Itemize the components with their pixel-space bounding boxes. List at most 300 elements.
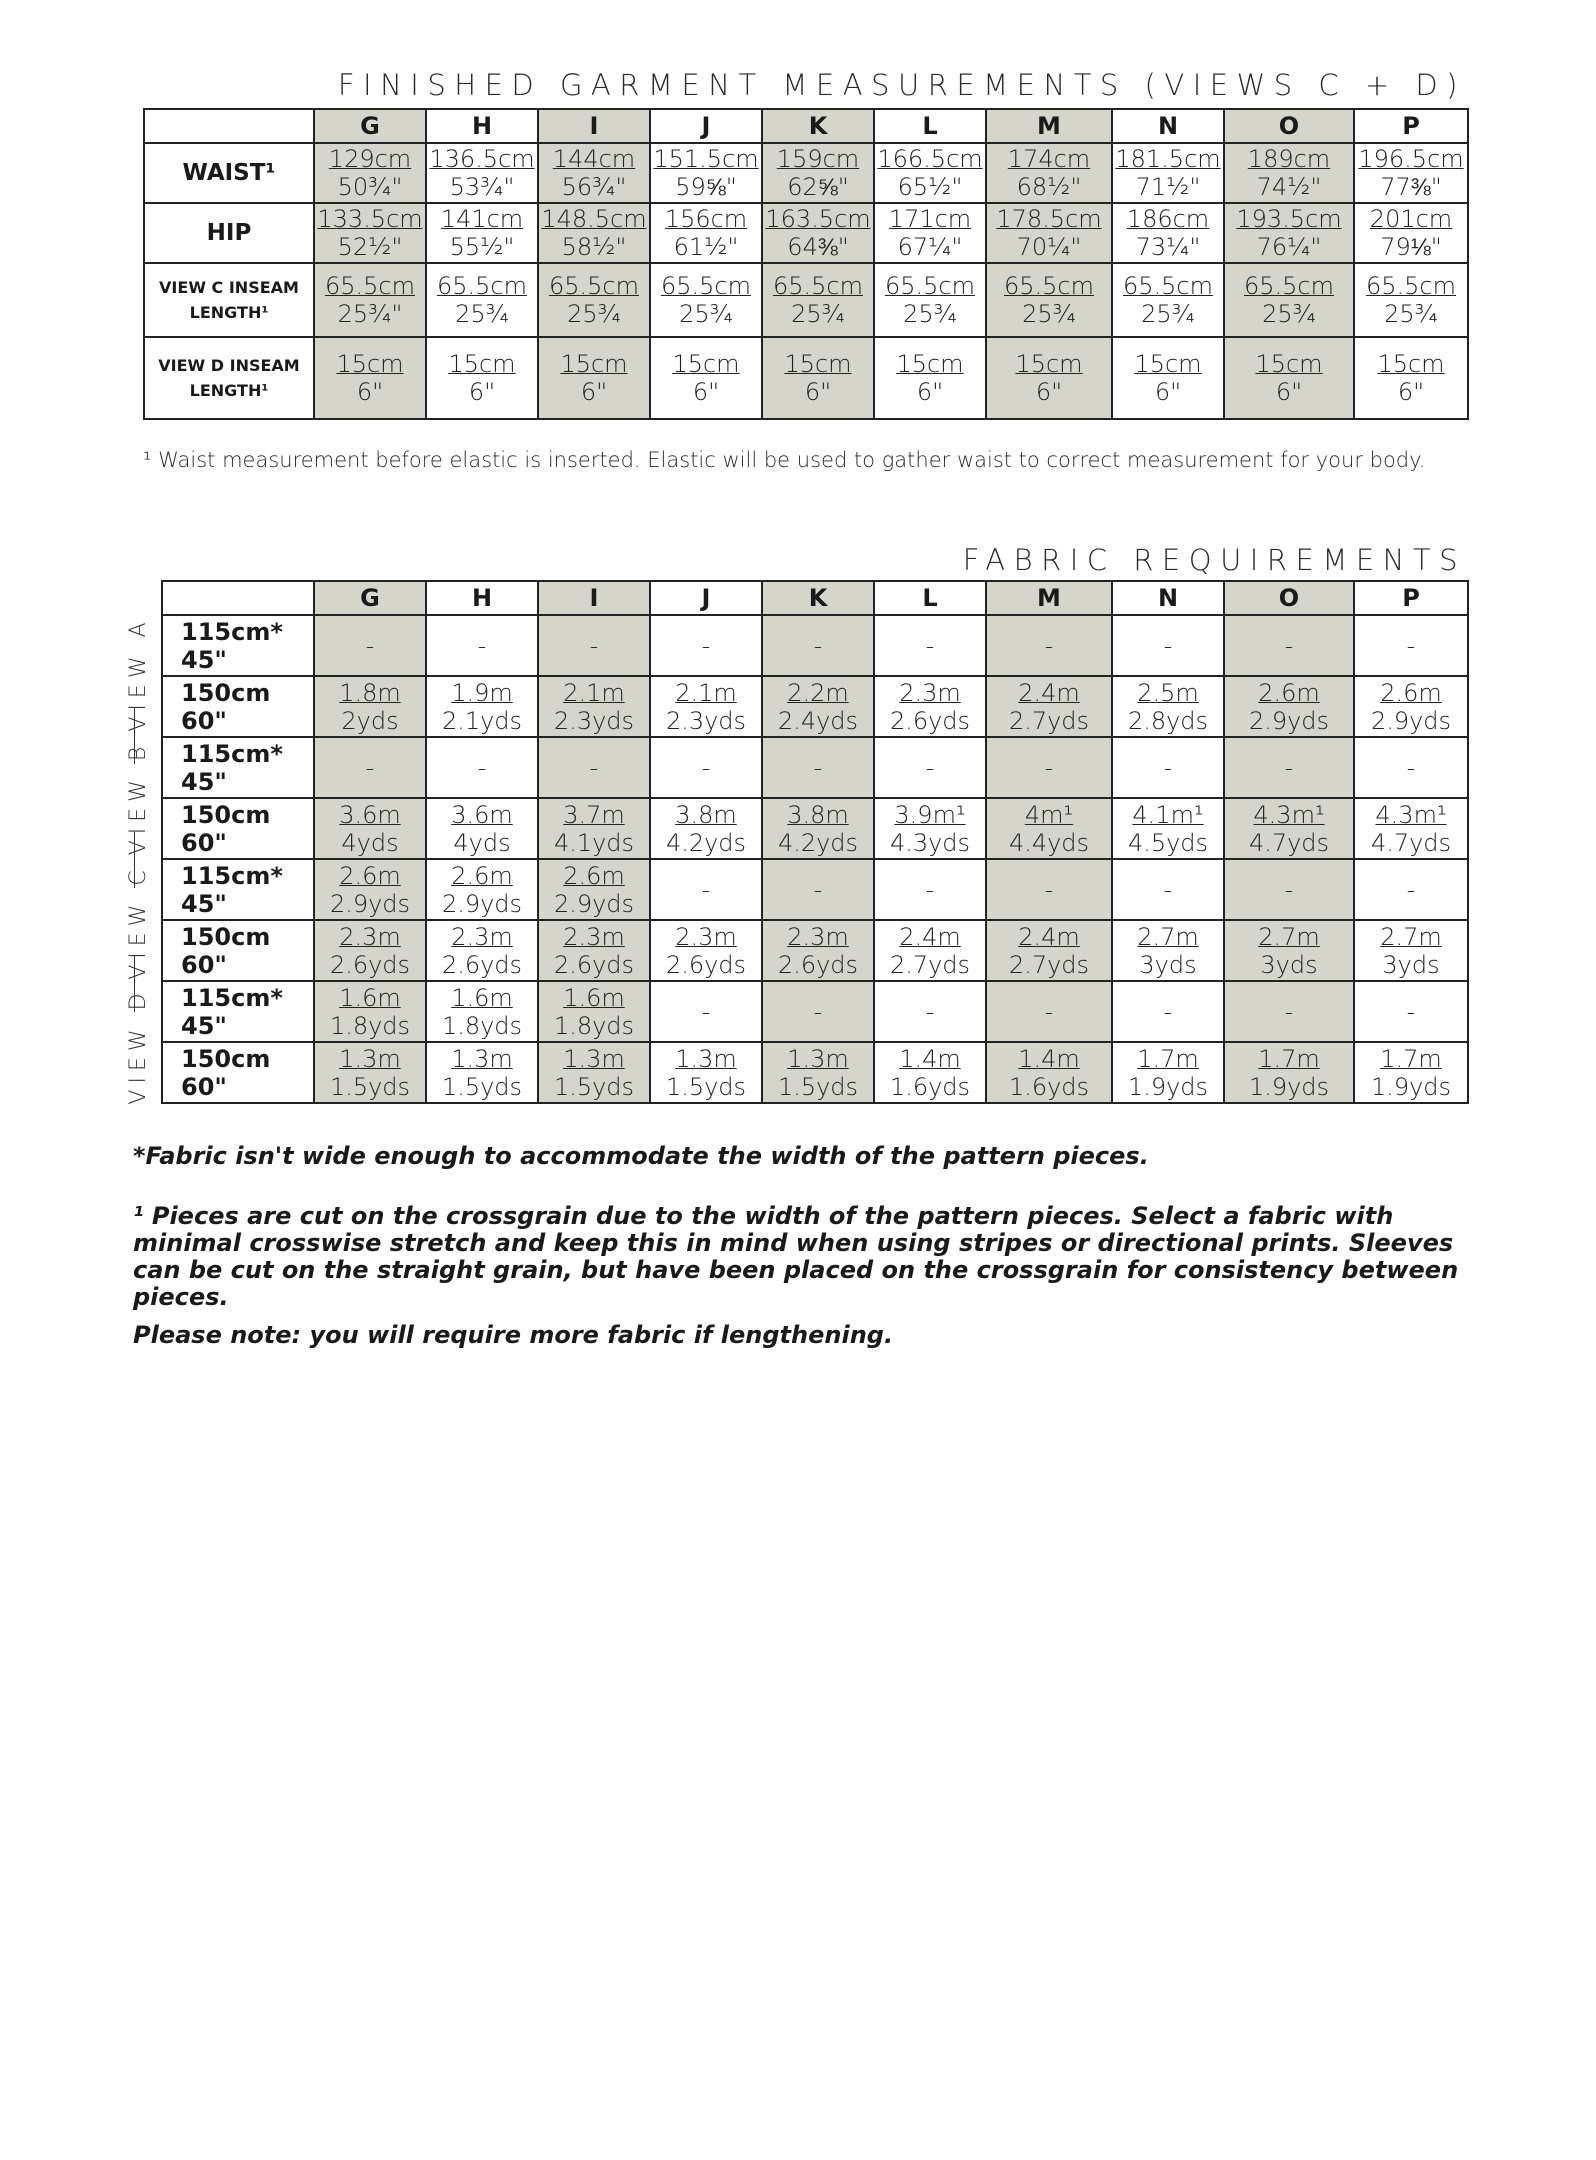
imperial-value: 4.4yds xyxy=(1008,828,1090,857)
imperial-value: 67¼" xyxy=(897,233,963,261)
metric-value: - xyxy=(477,631,487,660)
width-metric: 150cm xyxy=(181,1044,271,1073)
imperial-value: 2.8yds xyxy=(1127,706,1209,735)
imperial-value: 4.3yds xyxy=(889,828,971,857)
metric-value: - xyxy=(1284,753,1294,782)
metric-value: 65.5cm xyxy=(884,272,975,300)
imperial-value: 6" xyxy=(1154,378,1182,406)
metric-value: 15cm xyxy=(1134,350,1202,378)
value-cell xyxy=(874,1042,986,1103)
width-metric: 115cm* xyxy=(181,617,283,646)
value-cell xyxy=(314,859,426,920)
value-cell xyxy=(538,737,650,798)
size-header-o: O xyxy=(1224,109,1354,143)
metric-value: 1.9m xyxy=(451,678,513,707)
metric-value: 178.5cm xyxy=(996,205,1102,233)
imperial-value: 73¼" xyxy=(1135,233,1201,261)
value-cell xyxy=(1224,203,1354,263)
value-cell xyxy=(874,676,986,737)
metric-value: - xyxy=(1044,631,1054,660)
metric-value: 15cm xyxy=(784,350,852,378)
metric-value: 1.3m xyxy=(787,1044,849,1073)
metric-value: - xyxy=(1163,753,1173,782)
value-cell xyxy=(762,981,874,1042)
value-cell xyxy=(762,737,874,798)
metric-value: 166.5cm xyxy=(877,145,983,173)
value-cell xyxy=(874,920,986,981)
value-cell xyxy=(1354,203,1468,263)
imperial-value: 1.5yds xyxy=(553,1072,635,1101)
metric-value: - xyxy=(1044,753,1054,782)
metric-value: 1.3m xyxy=(675,1044,737,1073)
metric-value: 15cm xyxy=(448,350,516,378)
value-cell xyxy=(762,920,874,981)
value-cell xyxy=(762,859,874,920)
metric-value: - xyxy=(589,753,599,782)
value-cell xyxy=(314,920,426,981)
value-cell xyxy=(986,263,1112,337)
imperial-value: 77⅜" xyxy=(1380,173,1442,201)
imperial-value: 6" xyxy=(804,378,832,406)
width-imperial: 45" xyxy=(181,645,227,674)
metric-value: 65.5cm xyxy=(436,272,527,300)
value-cell xyxy=(426,1042,538,1103)
metric-value: 159cm xyxy=(776,145,860,173)
crossgrain-note: ¹ Pieces are cut on the crossgrain due to the width of the pattern pieces. Select a fabric with minimal crosswise stretch and keep this in mind when using stripes or directional prints. Sleeves can be cut on the straight grain, but have been placed on the crossgrain for consistency between pieces. xyxy=(133,1202,1459,1311)
metric-value: 2.3m xyxy=(563,922,625,951)
value-cell xyxy=(1224,920,1354,981)
value-cell xyxy=(1112,798,1224,859)
value-cell xyxy=(874,337,986,419)
metric-value: - xyxy=(701,753,711,782)
imperial-value: 65½" xyxy=(897,173,963,201)
value-cell xyxy=(762,203,874,263)
imperial-value: 25¾ xyxy=(1022,300,1076,328)
imperial-value: 74½" xyxy=(1256,173,1322,201)
value-cell xyxy=(538,1042,650,1103)
metric-value: - xyxy=(925,997,935,1026)
metric-value: 65.5cm xyxy=(660,272,751,300)
imperial-value: 25¾ xyxy=(791,300,845,328)
value-cell xyxy=(426,203,538,263)
metric-value: 1.4m xyxy=(899,1044,961,1073)
size-header-l: L xyxy=(874,109,986,143)
metric-value: 2.6m xyxy=(451,861,513,890)
value-cell xyxy=(874,737,986,798)
metric-value: 2.3m xyxy=(899,678,961,707)
imperial-value: 68½" xyxy=(1016,173,1082,201)
view-label: VIEW B xyxy=(126,740,151,856)
measurements-footnote: ¹ Waist measurement before elastic is inserted. Elastic will be used to gather waist to correct measurement for your body. xyxy=(143,448,1426,472)
value-cell xyxy=(874,615,986,676)
value-cell xyxy=(986,859,1112,920)
value-cell xyxy=(1224,737,1354,798)
imperial-value: 1.9yds xyxy=(1127,1072,1209,1101)
imperial-value: 2yds xyxy=(341,706,399,735)
metric-value: 3.6m xyxy=(451,800,513,829)
value-cell xyxy=(538,615,650,676)
value-cell xyxy=(538,337,650,419)
measurements-table xyxy=(143,108,1469,420)
value-cell xyxy=(1354,1042,1468,1103)
metric-value: 65.5cm xyxy=(1122,272,1213,300)
metric-value: 136.5cm xyxy=(429,145,535,173)
metric-value: - xyxy=(925,631,935,660)
imperial-value: 6" xyxy=(1275,378,1303,406)
size-header-m: M xyxy=(986,109,1112,143)
metric-value: 2.6m xyxy=(1380,678,1442,707)
imperial-value: 1.6yds xyxy=(889,1072,971,1101)
imperial-value: 2.6yds xyxy=(889,706,971,735)
value-cell xyxy=(314,615,426,676)
value-cell xyxy=(762,263,874,337)
fabric-row xyxy=(162,615,1468,676)
imperial-value: 6" xyxy=(916,378,944,406)
metric-value: - xyxy=(1163,631,1173,660)
imperial-value: 2.9yds xyxy=(441,889,523,918)
value-cell xyxy=(762,615,874,676)
value-cell xyxy=(650,615,762,676)
value-cell xyxy=(1112,203,1224,263)
metric-value: - xyxy=(1163,875,1173,904)
imperial-value: 1.9yds xyxy=(1248,1072,1330,1101)
metric-value: 65.5cm xyxy=(324,272,415,300)
imperial-value: 2.4yds xyxy=(777,706,859,735)
view-label: VIEW D xyxy=(126,987,151,1105)
imperial-value: 25¾" xyxy=(337,300,403,328)
value-cell xyxy=(1224,798,1354,859)
metric-value: 15cm xyxy=(336,350,404,378)
value-cell xyxy=(874,798,986,859)
value-cell xyxy=(1224,1042,1354,1103)
width-imperial: 60" xyxy=(181,706,227,735)
width-metric: 150cm xyxy=(181,678,271,707)
view-separator xyxy=(134,708,135,764)
value-cell xyxy=(650,798,762,859)
metric-value: - xyxy=(365,631,375,660)
imperial-value: 4.1yds xyxy=(553,828,635,857)
fabric-row xyxy=(162,676,1468,737)
size-header-i: I xyxy=(538,581,650,615)
metric-value: 15cm xyxy=(896,350,964,378)
imperial-value: 2.7yds xyxy=(889,950,971,979)
imperial-value: 6" xyxy=(1397,378,1425,406)
value-cell xyxy=(762,676,874,737)
value-cell xyxy=(1354,859,1468,920)
fabric-row xyxy=(162,798,1468,859)
value-cell xyxy=(874,981,986,1042)
value-cell xyxy=(650,337,762,419)
size-header-o: O xyxy=(1224,581,1354,615)
imperial-value: 25¾ xyxy=(1141,300,1195,328)
imperial-value: 62⅝" xyxy=(787,173,849,201)
metric-value: - xyxy=(477,753,487,782)
metric-value: 163.5cm xyxy=(765,205,871,233)
imperial-value: 1.9yds xyxy=(1370,1072,1452,1101)
imperial-value: 4.7yds xyxy=(1248,828,1330,857)
metric-value: 1.8m xyxy=(339,678,401,707)
value-cell xyxy=(1354,798,1468,859)
value-cell xyxy=(1354,920,1468,981)
imperial-value: 6" xyxy=(1035,378,1063,406)
value-cell xyxy=(1112,859,1224,920)
value-cell xyxy=(986,615,1112,676)
imperial-value: 76¼" xyxy=(1256,233,1322,261)
metric-value: 65.5cm xyxy=(1365,272,1456,300)
value-cell xyxy=(1112,920,1224,981)
fabric-size-header xyxy=(162,581,1468,615)
measurement-row xyxy=(144,263,1468,337)
metric-value: 2.2m xyxy=(787,678,849,707)
fabric-width-label xyxy=(162,1042,314,1103)
metric-value: 174cm xyxy=(1007,145,1091,173)
value-cell xyxy=(314,676,426,737)
imperial-value: 25¾ xyxy=(1262,300,1316,328)
metric-value: - xyxy=(813,997,823,1026)
metric-value: - xyxy=(1406,997,1416,1026)
lengthening-note: Please note: you will require more fabric if lengthening. xyxy=(133,1321,894,1349)
metric-value: - xyxy=(1044,997,1054,1026)
metric-value: - xyxy=(925,875,935,904)
size-header-j: J xyxy=(650,581,762,615)
value-cell xyxy=(762,1042,874,1103)
imperial-value: 4.2yds xyxy=(665,828,747,857)
value-cell xyxy=(650,263,762,337)
measurement-label: WAIST¹ xyxy=(144,143,314,203)
value-cell xyxy=(426,676,538,737)
imperial-value: 55½" xyxy=(449,233,515,261)
metric-value: 156cm xyxy=(664,205,748,233)
value-cell xyxy=(650,1042,762,1103)
imperial-value: 4.5yds xyxy=(1127,828,1209,857)
metric-value: 1.3m xyxy=(451,1044,513,1073)
value-cell xyxy=(986,337,1112,419)
imperial-value: 3yds xyxy=(1382,950,1440,979)
value-cell xyxy=(314,737,426,798)
value-cell xyxy=(986,737,1112,798)
imperial-value: 2.6yds xyxy=(665,950,747,979)
metric-value: 2.1m xyxy=(563,678,625,707)
imperial-value: 6" xyxy=(580,378,608,406)
imperial-value: 2.6yds xyxy=(329,950,411,979)
metric-value: 2.3m xyxy=(675,922,737,951)
value-cell xyxy=(650,981,762,1042)
value-cell xyxy=(1354,263,1468,337)
value-cell xyxy=(1112,1042,1224,1103)
width-imperial: 45" xyxy=(181,889,227,918)
width-imperial: 60" xyxy=(181,1072,227,1101)
value-cell xyxy=(650,737,762,798)
metric-value: - xyxy=(1406,753,1416,782)
value-cell xyxy=(1224,615,1354,676)
size-header-n: N xyxy=(1112,581,1224,615)
metric-value: 2.4m xyxy=(1018,922,1080,951)
metric-value: 2.3m xyxy=(451,922,513,951)
metric-value: 3.7m xyxy=(563,800,625,829)
metric-value: 181.5cm xyxy=(1115,145,1221,173)
value-cell xyxy=(538,798,650,859)
value-cell xyxy=(1112,143,1224,203)
width-metric: 115cm* xyxy=(181,983,283,1012)
size-header-n: N xyxy=(1112,109,1224,143)
imperial-value: 4.7yds xyxy=(1370,828,1452,857)
value-cell xyxy=(538,920,650,981)
view-label: VIEW C xyxy=(126,864,151,980)
metric-value: 144cm xyxy=(552,145,636,173)
value-cell xyxy=(874,203,986,263)
metric-value: - xyxy=(1406,875,1416,904)
imperial-value: 59⅝" xyxy=(675,173,737,201)
imperial-value: 1.8yds xyxy=(441,1011,523,1040)
value-cell xyxy=(650,676,762,737)
fabric-width-label xyxy=(162,859,314,920)
fabric-width-label xyxy=(162,798,314,859)
imperial-value: 2.7yds xyxy=(1008,706,1090,735)
value-cell xyxy=(426,143,538,203)
metric-value: 186cm xyxy=(1126,205,1210,233)
metric-value: - xyxy=(813,753,823,782)
measurements-size-header xyxy=(144,109,1468,143)
metric-value: 15cm xyxy=(560,350,628,378)
metric-value: 201cm xyxy=(1369,205,1453,233)
fabric-row xyxy=(162,737,1468,798)
value-cell xyxy=(1224,981,1354,1042)
fabric-table xyxy=(161,580,1469,1104)
metric-value: 2.4m xyxy=(1018,678,1080,707)
imperial-value: 58½" xyxy=(561,233,627,261)
value-cell xyxy=(874,143,986,203)
imperial-value: 1.8yds xyxy=(329,1011,411,1040)
metric-value: - xyxy=(1406,631,1416,660)
size-header-l: L xyxy=(874,581,986,615)
value-cell xyxy=(538,143,650,203)
imperial-value: 2.3yds xyxy=(665,706,747,735)
value-cell xyxy=(762,143,874,203)
imperial-value: 2.9yds xyxy=(553,889,635,918)
metric-value: 2.6m xyxy=(339,861,401,890)
metric-value: 2.6m xyxy=(1258,678,1320,707)
value-cell xyxy=(762,798,874,859)
size-header-p: P xyxy=(1354,581,1468,615)
value-cell xyxy=(986,981,1112,1042)
metric-value: 171cm xyxy=(888,205,972,233)
metric-value: 1.7m xyxy=(1258,1044,1320,1073)
imperial-value: 4yds xyxy=(453,828,511,857)
imperial-value: 6" xyxy=(356,378,384,406)
value-cell xyxy=(426,920,538,981)
size-header-g: G xyxy=(314,581,426,615)
value-cell xyxy=(1354,676,1468,737)
imperial-value: 2.3yds xyxy=(553,706,635,735)
value-cell xyxy=(1354,143,1468,203)
width-imperial: 60" xyxy=(181,828,227,857)
value-cell xyxy=(762,337,874,419)
fabric-row xyxy=(162,920,1468,981)
measurements-title: FINISHED GARMENT MEASUREMENTS (VIEWS C + D) xyxy=(337,68,1466,102)
metric-value: 1.6m xyxy=(451,983,513,1012)
value-cell xyxy=(1224,143,1354,203)
metric-value: 189cm xyxy=(1247,145,1331,173)
value-cell xyxy=(426,859,538,920)
imperial-value: 4.2yds xyxy=(777,828,859,857)
metric-value: - xyxy=(701,875,711,904)
metric-value: 4.1m¹ xyxy=(1132,800,1204,829)
metric-value: 3.6m xyxy=(339,800,401,829)
metric-value: 1.7m xyxy=(1137,1044,1199,1073)
size-header-k: K xyxy=(762,109,874,143)
imperial-value: 53¾" xyxy=(449,173,515,201)
value-cell xyxy=(426,981,538,1042)
size-header-h: H xyxy=(426,581,538,615)
value-cell xyxy=(1224,859,1354,920)
value-cell xyxy=(986,676,1112,737)
metric-value: - xyxy=(701,997,711,1026)
metric-value: - xyxy=(1163,997,1173,1026)
value-cell xyxy=(538,981,650,1042)
value-cell xyxy=(1354,737,1468,798)
view-separator xyxy=(134,956,135,1012)
metric-value: 4.3m¹ xyxy=(1375,800,1447,829)
metric-value: 2.4m xyxy=(899,922,961,951)
value-cell xyxy=(314,203,426,263)
value-cell xyxy=(426,615,538,676)
metric-value: 1.3m xyxy=(339,1044,401,1073)
imperial-value: 2.6yds xyxy=(553,950,635,979)
imperial-value: 2.6yds xyxy=(441,950,523,979)
imperial-value: 1.5yds xyxy=(777,1072,859,1101)
value-cell xyxy=(874,859,986,920)
value-cell xyxy=(1112,737,1224,798)
value-cell xyxy=(314,1042,426,1103)
size-header-i: I xyxy=(538,109,650,143)
metric-value: 2.7m xyxy=(1137,922,1199,951)
value-cell xyxy=(986,1042,1112,1103)
width-imperial: 60" xyxy=(181,950,227,979)
value-cell xyxy=(650,920,762,981)
fabric-row xyxy=(162,859,1468,920)
imperial-value: 70¼" xyxy=(1016,233,1082,261)
value-cell xyxy=(1112,615,1224,676)
value-cell xyxy=(986,920,1112,981)
width-imperial: 45" xyxy=(181,1011,227,1040)
metric-value: 65.5cm xyxy=(548,272,639,300)
fabric-row xyxy=(162,1042,1468,1103)
fabric-row xyxy=(162,981,1468,1042)
value-cell xyxy=(986,143,1112,203)
value-cell xyxy=(538,203,650,263)
value-cell xyxy=(650,859,762,920)
metric-value: - xyxy=(1284,875,1294,904)
metric-value: 133.5cm xyxy=(317,205,423,233)
value-cell xyxy=(426,798,538,859)
metric-value: 3.8m xyxy=(787,800,849,829)
metric-value: - xyxy=(1284,997,1294,1026)
corner-cell xyxy=(162,581,314,615)
measurement-row xyxy=(144,143,1468,203)
metric-value: - xyxy=(589,631,599,660)
metric-value: 1.7m xyxy=(1380,1044,1442,1073)
value-cell xyxy=(1112,676,1224,737)
imperial-value: 56¾" xyxy=(561,173,627,201)
imperial-value: 1.5yds xyxy=(329,1072,411,1101)
imperial-value: 1.8yds xyxy=(553,1011,635,1040)
value-cell xyxy=(314,981,426,1042)
measurement-row xyxy=(144,203,1468,263)
width-imperial: 45" xyxy=(181,767,227,796)
imperial-value: 6" xyxy=(692,378,720,406)
imperial-value: 25¾ xyxy=(455,300,509,328)
fabric-width-label xyxy=(162,920,314,981)
